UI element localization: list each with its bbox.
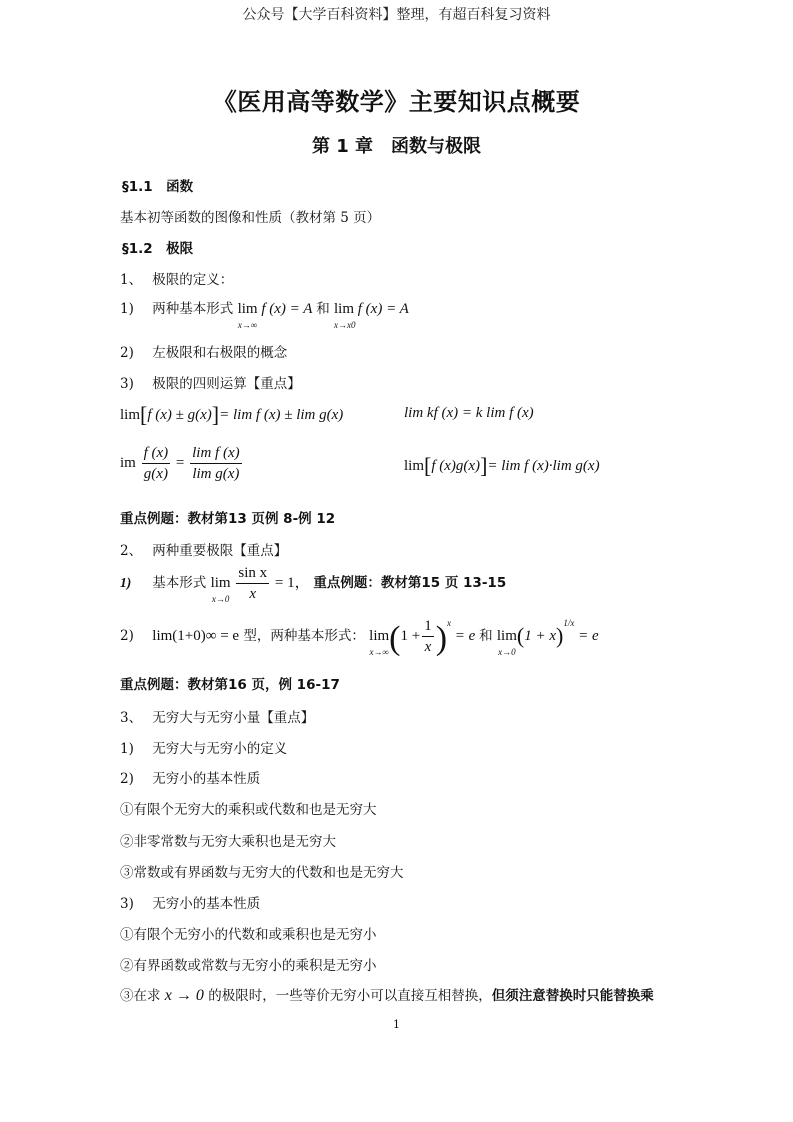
section-heading-1-2: §1.2 极限 <box>122 241 194 257</box>
item-2-1 <box>120 564 506 603</box>
infinitesimal-property-3: ③在求 x → 0 的极限时，一些等价无穷小可以直接互相替换，但须注意替换时只能替换乘 <box>120 987 654 1004</box>
item-1-1 <box>120 297 409 330</box>
infinitesimal-property-1: ①有限个无穷小的代数和或乘积也是无穷小 <box>120 927 377 943</box>
item-3-3 <box>120 892 260 912</box>
item-number: 2) <box>120 345 134 361</box>
item-text: 无穷大与无穷小的定义 <box>152 741 288 757</box>
e-limit-infinity-formula: lim x→∞ (1 + $\frac{1}{x}$ )$^x$ = e <box>369 617 476 657</box>
item-text: 无穷小的基本性质 <box>152 896 261 912</box>
item-text: 极限的定义： <box>152 272 234 288</box>
infinity-property-1: ①有限个无穷大的乘积或代数和也是无穷大 <box>120 802 377 818</box>
item-3-1 <box>120 737 287 757</box>
e-limit-zero-formula: lim x→0 $(1 + x)^{1/x} = e$ <box>496 617 599 657</box>
section-heading-1-1: §1.1 函数 <box>122 179 194 195</box>
page-header-watermark: 公众号【大学百科资料】整理，有超百科复习资料 <box>242 7 551 23</box>
infinitesimal-property-2: ②有界函数或常数与无穷小的乘积是无穷小 <box>120 958 377 974</box>
item-1-3 <box>120 372 301 392</box>
item-number: 2、 <box>120 543 143 559</box>
item-number: 3) <box>120 896 134 912</box>
sinx-limit-formula: lim x→0 $\frac{\text{sin x}}{x}$ = 1， <box>210 565 310 604</box>
chapter-heading: 第 1 章 函数与极限 <box>311 136 482 157</box>
and-text: 和 <box>479 627 493 644</box>
and-text: 和 <box>316 301 330 317</box>
item-number: 3) <box>120 376 134 392</box>
section-1-1-text: 基本初等函数的图像和性质（教材第 5 页） <box>120 210 381 226</box>
infinity-property-2: ②非零常数与无穷大乘积也是无穷大 <box>120 834 336 850</box>
item-text: 两种重要极限【重点】 <box>152 543 288 559</box>
item-3 <box>120 706 314 726</box>
formula-scalar-rule: lim kf (x) = k lim f (x) <box>404 405 534 421</box>
item-2 <box>120 539 287 559</box>
formula-quotient-rule: im $\frac{f (x)}{g(x)}$ = $\frac{\text{lim f (x)}}{\text{lim g(x)}}$ <box>120 445 240 482</box>
infinity-property-3: ③常数或有界函数与无穷大的代数和也是无穷大 <box>120 865 404 881</box>
item-text: 两种基本形式 <box>152 301 234 317</box>
item-number: 1、 <box>120 272 143 288</box>
document-title: 《医用高等数学》主要知识点概要 <box>212 88 581 116</box>
limit-point-formula: lim x→x0 f (x) = A <box>334 301 409 330</box>
item-text: 无穷小的基本性质 <box>152 771 261 787</box>
emphasis-text: 但须注意替换时只能替换乘 <box>491 988 654 1004</box>
formula-product-rule: lim[f (x)g(x)]= lim f (x)·lim g(x) <box>404 453 600 478</box>
type-text: 型，两种基本形式： <box>243 627 365 644</box>
item-number: 2) <box>120 771 134 787</box>
item-number: 1) <box>120 574 132 590</box>
item-text: 左极限和右极限的概念 <box>152 345 288 361</box>
item-number: 3、 <box>120 710 143 726</box>
item-number: 2) <box>120 627 134 644</box>
key-example-2: 重点例题：教材第16 页，例 16-17 <box>120 677 340 693</box>
item-1-2 <box>120 341 287 361</box>
item-2-2 <box>120 617 599 658</box>
item-text: 基本形式 <box>152 574 207 591</box>
item-number: 1) <box>120 741 134 757</box>
limit-infinity-formula: lim x→∞ f (x) = A <box>237 301 313 330</box>
e-type-expr: lim(1+0)∞ = e <box>152 627 240 644</box>
item-text: 无穷大与无穷小量【重点】 <box>152 710 315 726</box>
key-example-inline: 重点例题：教材第15 页 13-15 <box>313 574 507 591</box>
formula-sum-rule: lim[f (x) ± g(x)]= lim f (x) ± lim g(x) <box>120 402 344 427</box>
item-number: 1) <box>120 301 134 317</box>
page-number: 1 <box>393 1018 400 1031</box>
item-3-2 <box>120 767 260 787</box>
key-example-1: 重点例题：教材第13 页例 8-例 12 <box>120 511 336 527</box>
item-text: 极限的四则运算【重点】 <box>152 376 301 392</box>
item-1 <box>120 268 233 288</box>
